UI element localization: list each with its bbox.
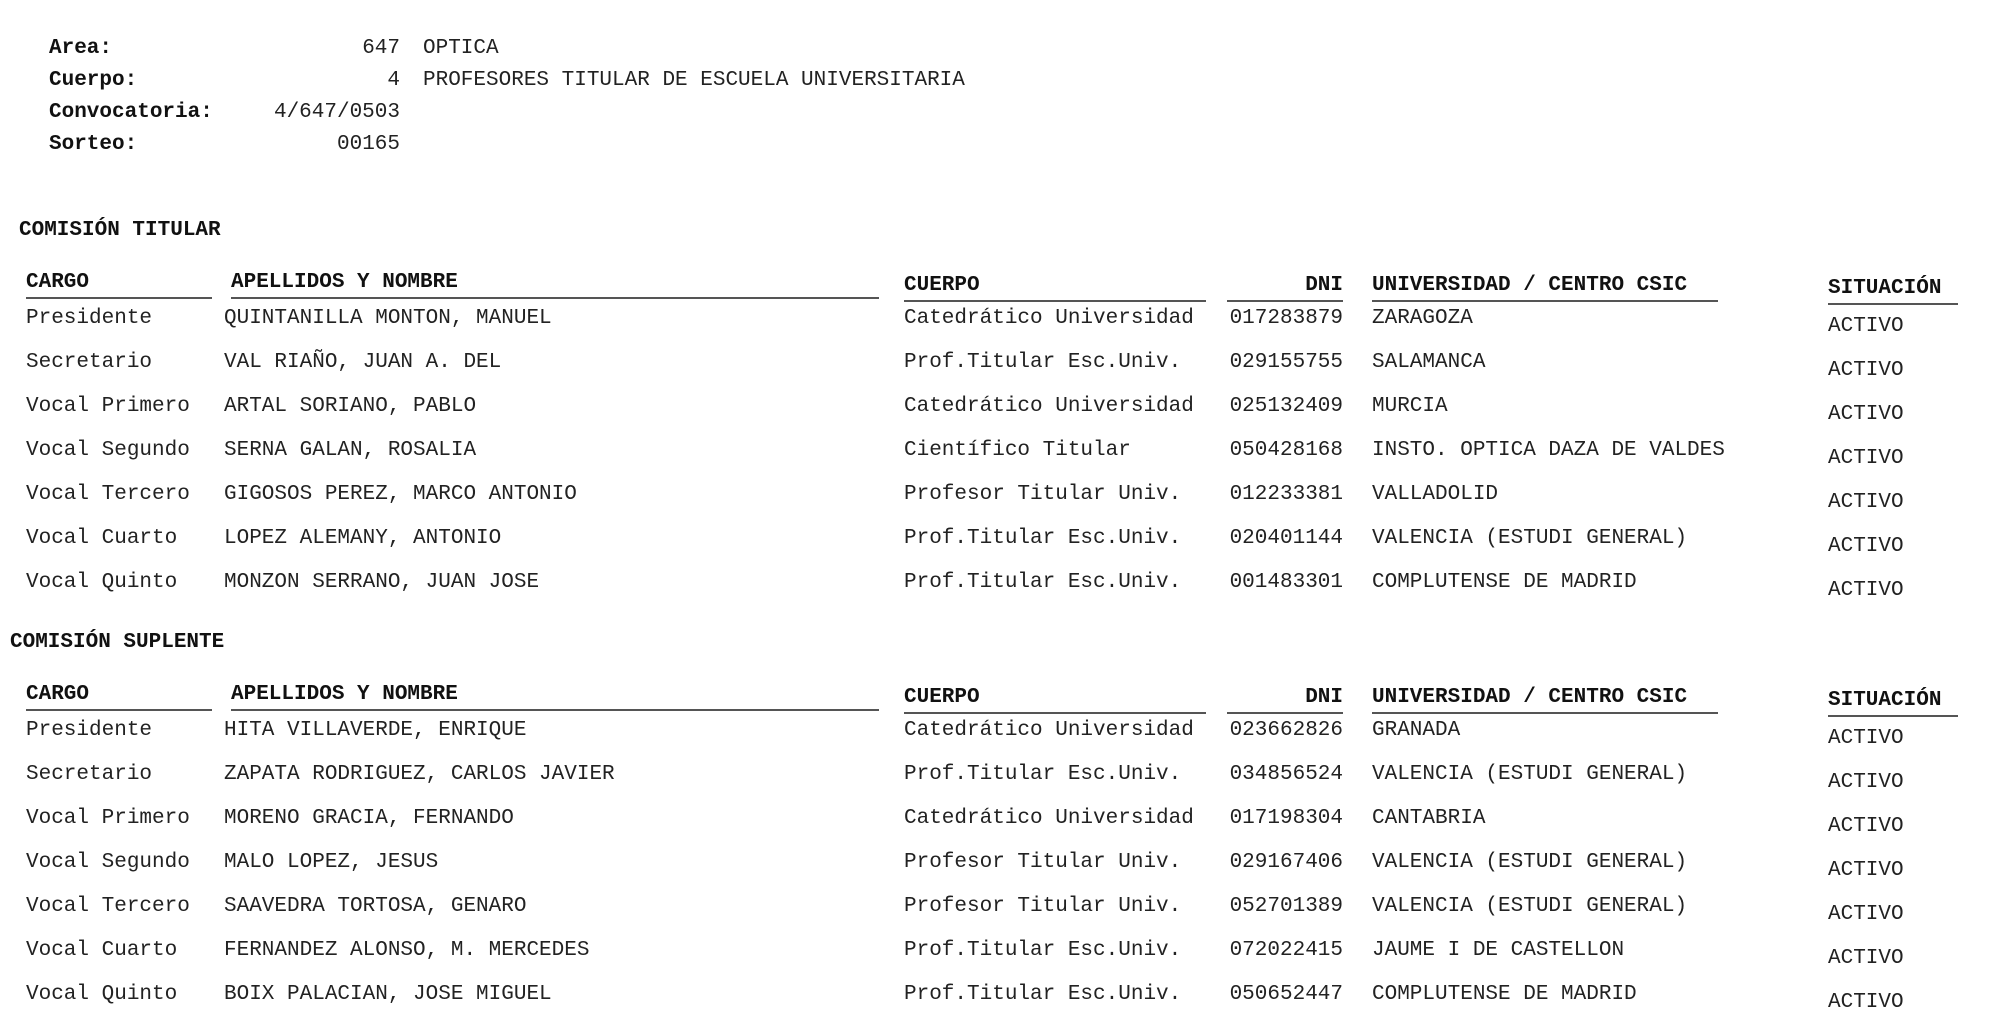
cell-cargo: Secretario — [26, 763, 153, 786]
table-row — [0, 352, 2000, 382]
cell-nombre: HITA VILLAVERDE, ENRIQUE — [224, 719, 527, 742]
cell-cargo: Vocal Cuarto — [26, 527, 178, 550]
cell-universidad: INSTO. OPTICA DAZA DE VALDES — [1372, 439, 1725, 462]
cell-cuerpo: Científico Titular — [904, 439, 1131, 462]
cell-situacion: ACTIVO — [1828, 903, 1904, 926]
cell-dni: 050652447 — [1229, 983, 1343, 1006]
cell-cuerpo: Profesor Titular Univ. — [904, 895, 1182, 918]
cell-universidad: VALENCIA (ESTUDI GENERAL) — [1372, 763, 1688, 786]
column-header-situacion: SITUACIÓN — [1828, 690, 1958, 717]
cell-situacion: ACTIVO — [1828, 771, 1904, 794]
cell-cuerpo: Prof.Titular Esc.Univ. — [904, 983, 1182, 1006]
cell-nombre: FERNANDEZ ALONSO, M. MERCEDES — [224, 939, 590, 962]
column-header-cargo: CARGO — [26, 272, 212, 299]
cell-universidad: COMPLUTENSE DE MADRID — [1372, 983, 1637, 1006]
cell-nombre: LOPEZ ALEMANY, ANTONIO — [224, 527, 502, 550]
cell-situacion: ACTIVO — [1828, 447, 1904, 470]
cell-cargo: Vocal Segundo — [26, 439, 190, 462]
cell-cargo: Vocal Primero — [26, 395, 190, 418]
cell-nombre: ARTAL SORIANO, PABLO — [224, 395, 477, 418]
cell-dni: 034856524 — [1229, 763, 1343, 786]
cell-universidad: VALLADOLID — [1372, 483, 1499, 506]
section-title: COMISIÓN SUPLENTE — [10, 631, 225, 654]
cell-universidad: SALAMANCA — [1372, 351, 1486, 374]
cell-nombre: SAAVEDRA TORTOSA, GENARO — [224, 895, 527, 918]
cell-cargo: Vocal Quinto — [26, 571, 178, 594]
meta-label: Convocatoria: — [49, 101, 213, 124]
table-row — [0, 308, 2000, 338]
cell-universidad: JAUME I DE CASTELLON — [1372, 939, 1625, 962]
cell-situacion: ACTIVO — [1828, 579, 1904, 602]
cell-dni: 050428168 — [1229, 439, 1343, 462]
cell-situacion: ACTIVO — [1828, 315, 1904, 338]
column-header-cuerpo: CUERPO — [904, 687, 1206, 714]
cell-cuerpo: Profesor Titular Univ. — [904, 483, 1182, 506]
meta-value: 4/647/0503 — [273, 101, 400, 124]
cell-universidad: CANTABRIA — [1372, 807, 1486, 830]
cell-nombre: SERNA GALAN, ROSALIA — [224, 439, 477, 462]
section-title: COMISIÓN TITULAR — [19, 219, 221, 242]
cell-cuerpo: Catedrático Universidad — [904, 719, 1194, 742]
cell-situacion: ACTIVO — [1828, 535, 1904, 558]
cell-cuerpo: Profesor Titular Univ. — [904, 851, 1182, 874]
cell-nombre: VAL RIAÑO, JUAN A. DEL — [224, 351, 502, 374]
table-row — [0, 440, 2000, 470]
cell-cargo: Vocal Cuarto — [26, 939, 178, 962]
cell-universidad: ZARAGOZA — [1372, 307, 1473, 330]
cell-nombre: QUINTANILLA MONTON, MANUEL — [224, 307, 552, 330]
cell-situacion: ACTIVO — [1828, 403, 1904, 426]
cell-nombre: MALO LOPEZ, JESUS — [224, 851, 439, 874]
table-row — [0, 528, 2000, 558]
cell-situacion: ACTIVO — [1828, 859, 1904, 882]
cell-universidad: VALENCIA (ESTUDI GENERAL) — [1372, 527, 1688, 550]
table-row — [0, 396, 2000, 426]
table-row — [0, 896, 2000, 926]
table-row — [0, 572, 2000, 602]
cell-dni: 029167406 — [1229, 851, 1343, 874]
table-row — [0, 984, 2000, 1014]
meta-description: OPTICA — [423, 37, 499, 60]
meta-label: Cuerpo: — [49, 69, 138, 92]
cell-cuerpo: Prof.Titular Esc.Univ. — [904, 939, 1182, 962]
column-header-cuerpo: CUERPO — [904, 275, 1206, 302]
cell-universidad: VALENCIA (ESTUDI GENERAL) — [1372, 851, 1688, 874]
column-header-universidad: UNIVERSIDAD / CENTRO CSIC — [1372, 275, 1718, 302]
cell-nombre: MORENO GRACIA, FERNANDO — [224, 807, 514, 830]
column-header-nombre: APELLIDOS Y NOMBRE — [231, 684, 879, 711]
table-row — [0, 720, 2000, 750]
table-row — [0, 764, 2000, 794]
meta-label: Sorteo: — [49, 133, 138, 156]
cell-cargo: Presidente — [26, 719, 153, 742]
cell-universidad: VALENCIA (ESTUDI GENERAL) — [1372, 895, 1688, 918]
column-header-universidad: UNIVERSIDAD / CENTRO CSIC — [1372, 687, 1718, 714]
cell-cuerpo: Prof.Titular Esc.Univ. — [904, 351, 1182, 374]
meta-value: 00165 — [336, 133, 400, 156]
cell-cargo: Vocal Tercero — [26, 483, 190, 506]
cell-cuerpo: Prof.Titular Esc.Univ. — [904, 527, 1182, 550]
cell-situacion: ACTIVO — [1828, 991, 1904, 1014]
cell-situacion: ACTIVO — [1828, 815, 1904, 838]
cell-cargo: Secretario — [26, 351, 153, 374]
meta-description: PROFESORES TITULAR DE ESCUELA UNIVERSITARIA — [423, 69, 965, 92]
cell-cuerpo: Prof.Titular Esc.Univ. — [904, 763, 1182, 786]
cell-cargo: Vocal Quinto — [26, 983, 178, 1006]
cell-dni: 017198304 — [1229, 807, 1343, 830]
meta-value: 647 — [362, 37, 400, 60]
cell-cargo: Vocal Tercero — [26, 895, 190, 918]
cell-cargo: Presidente — [26, 307, 153, 330]
cell-nombre: ZAPATA RODRIGUEZ, CARLOS JAVIER — [224, 763, 615, 786]
table-row — [0, 808, 2000, 838]
cell-dni: 023662826 — [1229, 719, 1343, 742]
cell-cuerpo: Prof.Titular Esc.Univ. — [904, 571, 1182, 594]
cell-dni: 001483301 — [1229, 571, 1343, 594]
cell-nombre: GIGOSOS PEREZ, MARCO ANTONIO — [224, 483, 577, 506]
cell-dni: 020401144 — [1229, 527, 1343, 550]
cell-situacion: ACTIVO — [1828, 491, 1904, 514]
table-row — [0, 852, 2000, 882]
column-header-dni: DNI — [1227, 687, 1343, 714]
cell-universidad: MURCIA — [1372, 395, 1448, 418]
column-header-situacion: SITUACIÓN — [1828, 278, 1958, 305]
cell-dni: 072022415 — [1229, 939, 1343, 962]
cell-nombre: MONZON SERRANO, JUAN JOSE — [224, 571, 540, 594]
cell-nombre: BOIX PALACIAN, JOSE MIGUEL — [224, 983, 552, 1006]
cell-cuerpo: Catedrático Universidad — [904, 307, 1194, 330]
cell-cuerpo: Catedrático Universidad — [904, 807, 1194, 830]
cell-cargo: Vocal Segundo — [26, 851, 190, 874]
column-header-dni: DNI — [1227, 275, 1343, 302]
column-header-nombre: APELLIDOS Y NOMBRE — [231, 272, 879, 299]
cell-situacion: ACTIVO — [1828, 359, 1904, 382]
cell-universidad: GRANADA — [1372, 719, 1461, 742]
meta-label: Area: — [49, 37, 113, 60]
cell-cargo: Vocal Primero — [26, 807, 190, 830]
meta-value: 4 — [387, 69, 400, 92]
table-row — [0, 484, 2000, 514]
column-header-cargo: CARGO — [26, 684, 212, 711]
cell-dni: 012233381 — [1229, 483, 1343, 506]
table-row — [0, 940, 2000, 970]
cell-dni: 052701389 — [1229, 895, 1343, 918]
cell-cuerpo: Catedrático Universidad — [904, 395, 1194, 418]
cell-dni: 025132409 — [1229, 395, 1343, 418]
cell-dni: 029155755 — [1229, 351, 1343, 374]
cell-situacion: ACTIVO — [1828, 947, 1904, 970]
cell-universidad: COMPLUTENSE DE MADRID — [1372, 571, 1637, 594]
cell-dni: 017283879 — [1229, 307, 1343, 330]
cell-situacion: ACTIVO — [1828, 727, 1904, 750]
